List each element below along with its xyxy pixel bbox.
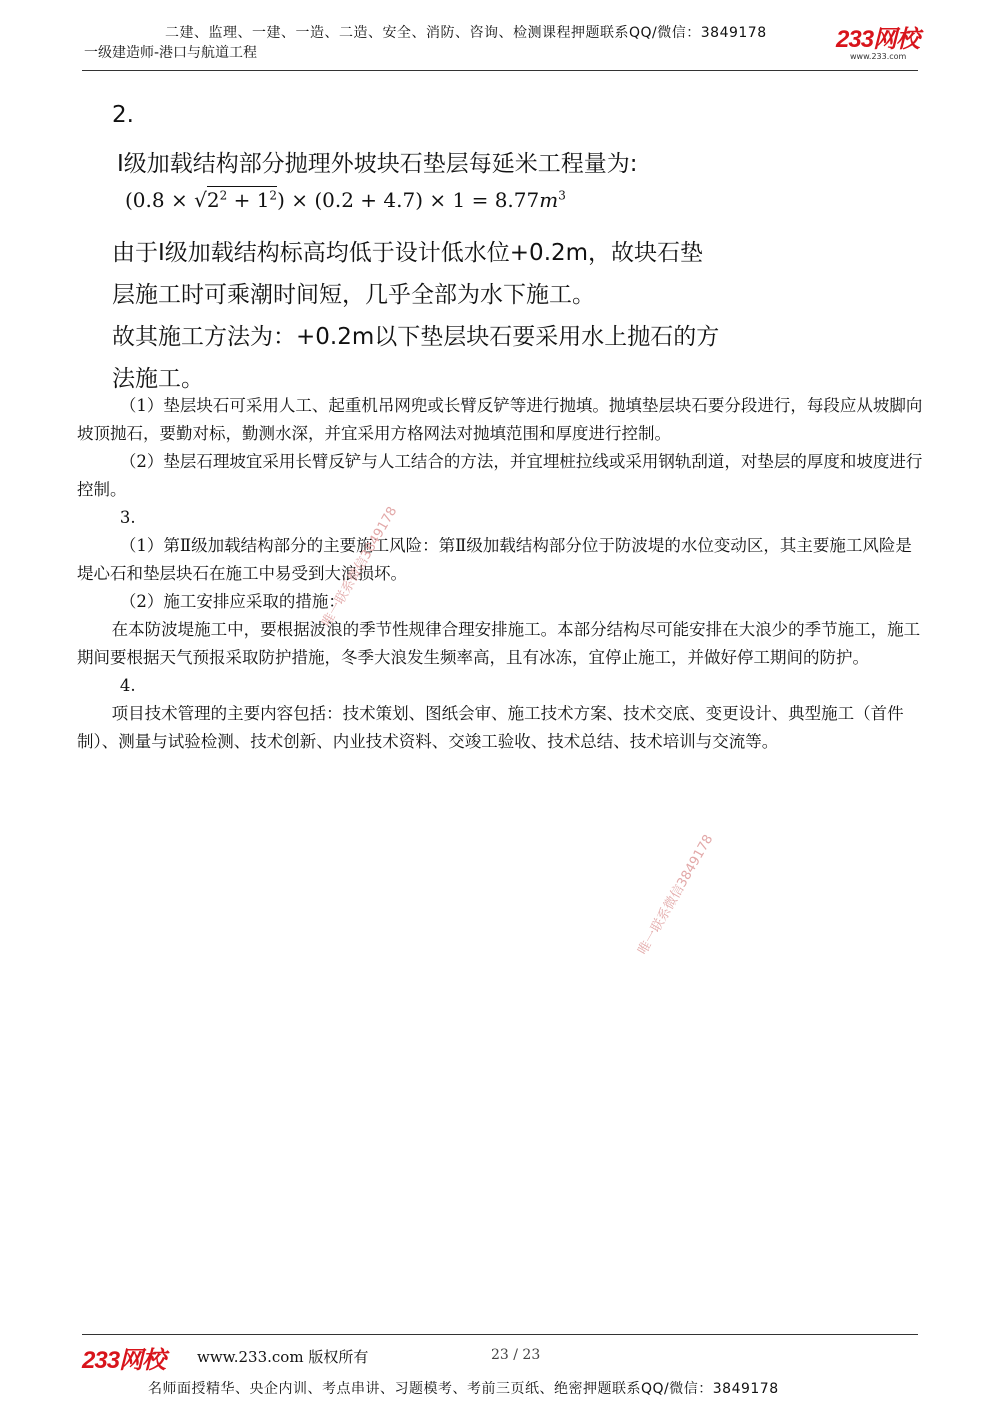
section-3-number: 3.	[119, 508, 136, 527]
logo-text: 233网校	[836, 26, 920, 53]
footer-divider	[82, 1334, 918, 1335]
section-2-line-2: 由于Ⅰ级加载结构标高均低于设计低水位+0.2m，故块石垫	[112, 240, 704, 266]
header-promo-text: 二建、监理、一建、一造、二造、安全、消防、咨询、检测课程押题联系QQ/微信：3849178	[165, 25, 767, 41]
brand-logo	[836, 28, 920, 64]
header-divider	[82, 70, 918, 71]
watermark-1: 唯一联系微信3849178	[319, 504, 401, 630]
footer-copyright: www.233.com 版权所有	[197, 1348, 369, 1366]
sqrt-exp-1: 2	[219, 188, 228, 203]
sqrt-body	[207, 186, 277, 212]
watermark-2: 唯一联系微信3849178	[635, 832, 717, 958]
section-3-paragraph-1: （1）第Ⅱ级加载结构部分的主要施工风险：第Ⅱ级加载结构部分位于防波堤的水位变动区，其主要施工风险是堤心石和垫层块石在施工中易受到大浪损坏。	[77, 536, 912, 583]
document-body	[77, 392, 927, 756]
section-4-paragraph-1: 项目技术管理的主要内容包括：技术策划、图纸会审、施工技术方案、技术交底、变更设计、典型施工（首件制）、测量与试验检测、技术创新、内业技术资料、交竣工验收、技术总结、技术培训与交流等。	[77, 704, 904, 751]
logo-url: www.233.com	[850, 52, 907, 61]
formula-unit-exp: 3	[558, 188, 566, 203]
formula-unit: m	[539, 188, 559, 212]
document-subtitle: 一级建造师-港口与航道工程	[84, 45, 258, 61]
sqrt-plus: + 1	[227, 188, 270, 212]
sqrt-sign: √	[194, 188, 207, 212]
section-3-paragraph-3: 在本防波堤施工中，要根据波浪的季节性规律合理安排施工。本部分结构尽可能安排在大浪少的季节施工，施工期间要根据天气预报采取防护措施，冬季大浪发生频率高，且有冰冻，宜停止施工，并做好停工期间的防护。	[77, 620, 921, 667]
formula-open: (0.8 ×	[125, 188, 195, 212]
section-2-paragraph-2: （2）垫层石理坡宜采用长臂反铲与人工结合的方法，并宜埋桩拉线或采用钢轨刮道，对垫层的厚度和坡度进行控制。	[77, 452, 923, 499]
section-2-line-5: 法施工。	[112, 366, 204, 392]
section-4-number: 4.	[119, 676, 136, 695]
footer-promo-text: 名师面授精华、央企内训、考点串讲、习题模考、考前三页纸、绝密押题联系QQ/微信：3849178	[148, 1381, 779, 1397]
section-2-paragraph-1: （1）垫层块石可采用人工、起重机吊网兜或长臂反铲等进行抛填。抛填垫层块石要分段进行，每段应从坡脚向坡顶抛石，要勤对标，勤测水深，并宜采用方格网法对抛填范围和厚度进行控制。	[77, 396, 923, 443]
sqrt-base-1: 2	[206, 188, 220, 212]
footer-logo: 233网校	[82, 1347, 166, 1374]
sqrt-exp-2: 2	[269, 188, 278, 203]
section-2-line-4: 故其施工方法为：+0.2m以下垫层块石要采用水上抛石的方	[112, 324, 720, 350]
formula-close: ) × (0.2 + 4.7) × 1 = 8.77	[277, 188, 540, 212]
section-2-line-1: Ⅰ级加载结构部分抛理外坡块石垫层每延米工程量为:	[117, 151, 638, 177]
section-3-paragraph-2: （2）施工安排应采取的措施：	[119, 592, 345, 611]
section-2-line-3: 层施工时可乘潮时间短，几乎全部为水下施工。	[112, 282, 595, 308]
page-number: 23 / 23	[491, 1347, 541, 1363]
quantity-formula	[125, 188, 566, 212]
section-2-number: 2.	[112, 102, 134, 128]
